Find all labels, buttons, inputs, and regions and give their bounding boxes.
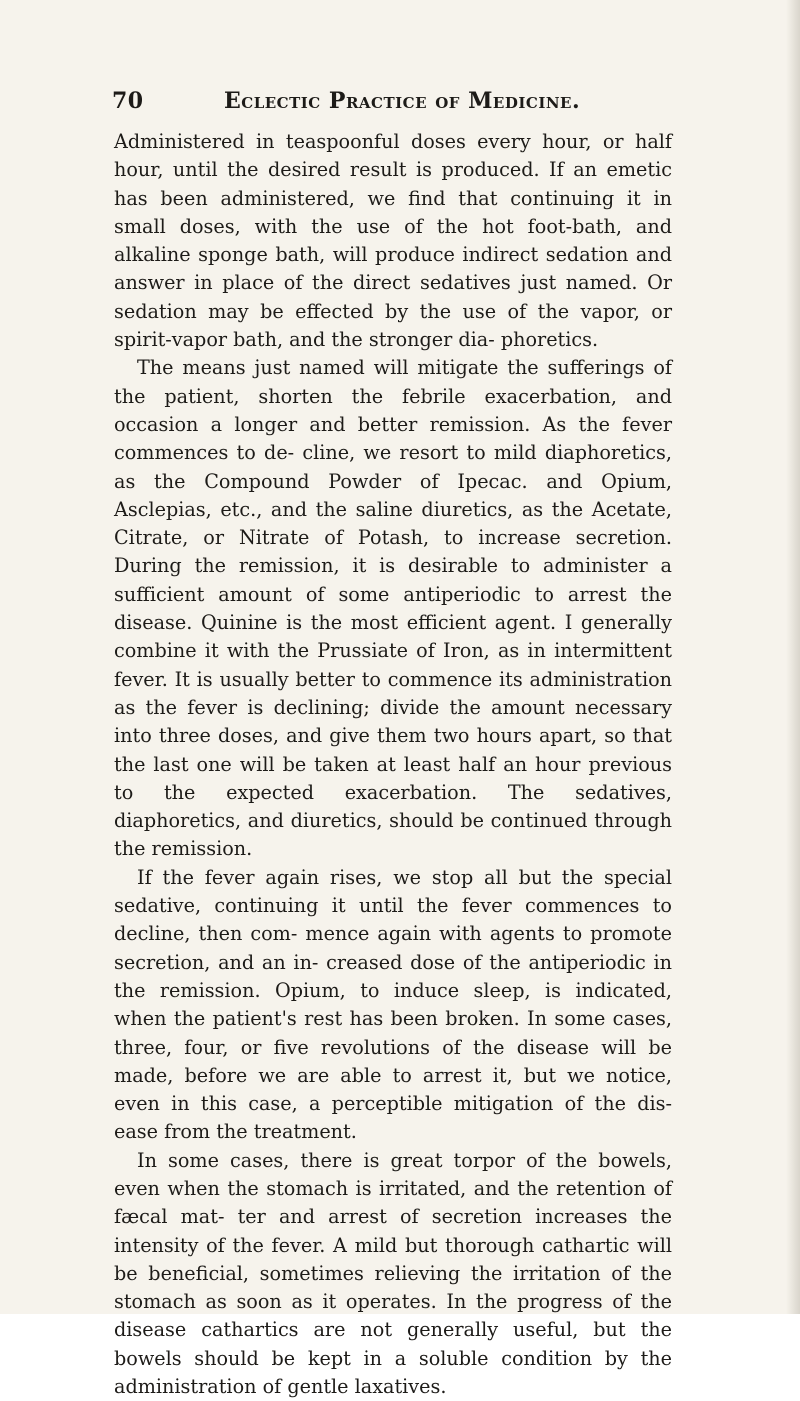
paragraph-2: The means just named will mitigate the sufferings of the patient, shorten the febrile exacerbation, and occasion a longer and better remission. As the fever commences to de- cline, we resort to mild diaphoretics, as the Compound Powder of Ipecac. and Opium, Asclepias, etc., and the saline diuretics, as the Acetate, Citrate, or Nitrate of Potash, to increase secretion. During the remission, it is desirable to administer a sufficient amount of some antiperiodic to arrest the disease. Quinine is the most efficient agent. I generally combine it with the Prussiate of Iron, as in intermittent fever. It is usually better to commence its administration as the fever is declining; divide the amount necessary into three doses, and give them two hours apart, so that the last one will be taken at least half an hour previous to the expected exacerbation. The sedatives, diaphoretics, and diuretics, should be continued through the remission.: [114, 356, 672, 861]
running-title: Eclectic Practice of Medicine.: [224, 88, 581, 114]
body-text: [114, 128, 672, 1401]
page-edge-shadow: [786, 0, 800, 1314]
paragraph-1: Administered in teaspoonful doses every hour, or half hour, until the desired result is produced. If an emetic has been administered, we find that continuing it in small doses, with the use of the hot foot-bath, and alkaline sponge bath, will produce indirect sedation and answer in place of the direct sedatives just named. Or sedation may be effected by the use of the vapor, or spirit-vapor bath, and the stronger dia- phoretics.: [114, 130, 672, 352]
running-head: [112, 88, 592, 114]
paragraph-4: In some cases, there is great torpor of the bowels, even when the stomach is irritated, and the retention of fæcal mat- ter and arrest of secretion increases the intensity of the fever. A mild but thorough cathartic will be beneficial, sometimes relieving the irritation of the stomach as soon as it operates. In the progress of the disease cathartics are not generally useful, but the bowels should be kept in a soluble condition by the administration of gentle laxatives.: [114, 1148, 672, 1399]
page-number: 70: [112, 88, 144, 114]
paragraph-3: If the fever again rises, we stop all but the special sedative, continuing it until the fever commences to decline, then com- mence again with agents to promote secretion, and an in- creased dose of the antiperiodic in the remission. Opium, to induce sleep, is indicated, when the patient's rest has been broken. In some cases, three, four, or five revolutions of the disease will be made, before we are able to arrest it, but we notice, even in this case, a perceptible mitigation of the dis- ease from the treatment.: [114, 865, 672, 1144]
